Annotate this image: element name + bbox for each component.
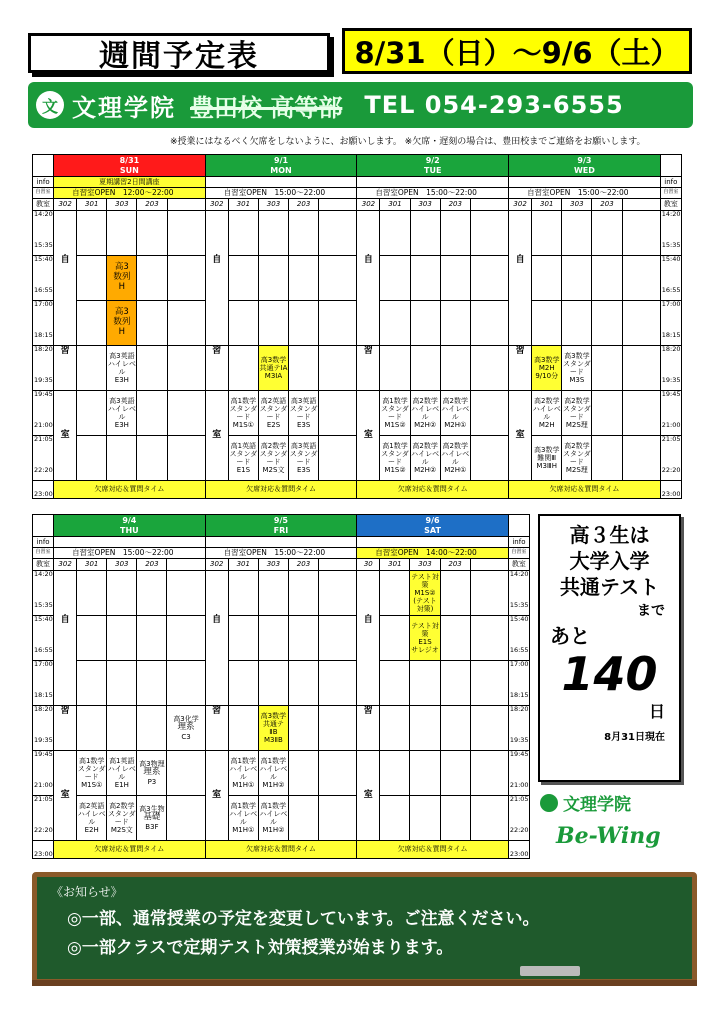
countdown-box: 高３生は 大学入学 共通テスト まで あと 140 日 8月31日現在 bbox=[538, 514, 681, 782]
school-banner bbox=[28, 82, 693, 128]
open-hours: 自習室OPEN 14:00～22:00 bbox=[357, 548, 509, 559]
day-header: 9/2 TUE bbox=[357, 155, 509, 177]
eraser-icon bbox=[520, 966, 580, 976]
lesson-cell: テスト対策 E1S サレジオ bbox=[410, 616, 440, 661]
lesson-cell: 高1数学 ハイレベル M1H① bbox=[228, 751, 258, 796]
lesson-cell: 高2英語 スタンダード E2S bbox=[258, 391, 288, 436]
lesson-cell: 高2数学 ハイレベル M2H① bbox=[440, 436, 470, 481]
open-hours: 自習室OPEN 15:00～22:00 bbox=[509, 188, 661, 199]
lesson-cell: 高2数学 スタンダード M2S理 bbox=[562, 436, 592, 481]
day-header: 9/1 MON bbox=[205, 155, 357, 177]
lesson-cell: 高2数学 ハイレベル M2H① bbox=[440, 391, 470, 436]
qa-time: 欠席対応＆質問タイム bbox=[54, 481, 206, 499]
qa-time: 欠席対応＆質問タイム bbox=[54, 841, 206, 859]
days-remaining: 140 bbox=[561, 647, 658, 701]
date-range: 8/31（日）～9/6（土） bbox=[342, 28, 692, 74]
board-ledge bbox=[32, 980, 697, 986]
schedule-week2: 9/4 THU 9/5 FRI 9/6 SAT info info 自習室 自習室OPEN 15:00～22:00 自習室OPEN 15:00～22:00 自習室OPEN 14:00～22:00 自習室 教室 302 301 303 203 302 301 303 203 30 301 303 203 教室 14:20 15:35 自 自 自 テスト対策 M1S② (テスト対策) 14:20 15:35 15:40 16:55 テスト対策 E1S サレジオ 15:40 16:55 17:00 18:15 17:00 18:15 18:20 19:35 習 高3化学 理系 C3 習 高3数学 共通テⅡB M3ⅡB 習 18:20 19:35 19:45 21:00 室 高1数学 スタンダード M1S① 高1英語 ハイレベル E1H 高3物理 理系 P3 室 高1数学 ハイレベル M1H① 高1数学 ハイレベル M1H② 室 19:45 21:00 21:05 22:20 高2英語 ハイレベル E2H 高2数学 スタンダード M2S文 高3生物 基礎 B3F 高1数学 ハイレベル M1H① 高1数学 ハイレベル M1H② 21:05 22:20 23:00 欠席対応＆質問タイム 欠席対応＆質問タイム 欠席対応＆質問タイム 23:00 bbox=[34, 516, 529, 858]
open-hours: 自習室OPEN 15:00～22:00 bbox=[205, 548, 357, 559]
page-title: 週間予定表 bbox=[28, 33, 330, 73]
qa-time: 欠席対応＆質問タイム bbox=[509, 481, 661, 499]
lesson-cell: 高2英語 ハイレベル E2H bbox=[77, 796, 107, 841]
lesson-cell: 高1数学 スタンダード M1S① bbox=[77, 751, 107, 796]
lesson-cell: テスト対策 M1S② (テスト対策) bbox=[410, 571, 440, 616]
lesson-cell: 高3 数列 H bbox=[107, 301, 137, 346]
open-hours: 自習室OPEN 15:00～22:00 bbox=[205, 188, 357, 199]
lesson-cell: 高3数学 難関Ⅲ M3ⅢH bbox=[532, 436, 562, 481]
lesson-cell: 高2数学 ハイレベル M2H bbox=[532, 391, 562, 436]
lesson-cell: 高1英語 スタンダード E1S bbox=[228, 436, 258, 481]
lesson-cell: 高3英語 ハイレベル E3H bbox=[107, 346, 137, 391]
lesson-cell: 高3 数列 H bbox=[107, 256, 137, 301]
lesson-cell: 高3数学 共通テIA M3ⅠA bbox=[258, 346, 288, 391]
open-hours: 自習室OPEN 12:00～22:00 bbox=[54, 188, 206, 199]
day-header: 8/31 SUN bbox=[54, 155, 206, 177]
day-header: 9/5 FRI bbox=[205, 515, 357, 537]
qa-time: 欠席対応＆質問タイム bbox=[357, 841, 509, 859]
qa-time: 欠席対応＆質問タイム bbox=[205, 481, 357, 499]
lesson-cell: 高1数学 スタンダード M1S② bbox=[380, 436, 410, 481]
lesson-cell: 高1数学 ハイレベル M1H② bbox=[258, 751, 288, 796]
lesson-cell: 高3数学 スタンダード M3S bbox=[562, 346, 592, 391]
lesson-cell: 高3英語 ハイレベル E3H bbox=[107, 391, 137, 436]
lesson-cell: 高3数学 M2H 9/10分 bbox=[532, 346, 562, 391]
lesson-cell: 高2数学 ハイレベル M2H② bbox=[410, 391, 440, 436]
qa-time: 欠席対応＆質問タイム bbox=[205, 841, 357, 859]
lesson-cell: 高3物理 理系 P3 bbox=[137, 751, 167, 796]
qa-time: 欠席対応＆質問タイム bbox=[357, 481, 509, 499]
lesson-cell: 高3英語 スタンダード E3S bbox=[289, 391, 319, 436]
branch-name: 豊田校 高等部 bbox=[190, 93, 343, 122]
brand-name: Be-Wing bbox=[556, 823, 661, 849]
lesson-cell: 高2数学 スタンダード M2S文 bbox=[258, 436, 288, 481]
lesson-cell: 高1数学 ハイレベル M1H② bbox=[258, 796, 288, 841]
open-hours: 自習室OPEN 15:00～22:00 bbox=[357, 188, 509, 199]
lesson-cell: 高2数学 スタンダード M2S文 bbox=[107, 796, 137, 841]
day-header: 9/3 WED bbox=[509, 155, 661, 177]
lesson-cell: 高1数学 スタンダード M1S② bbox=[380, 391, 410, 436]
lesson-cell: 高3数学 共通テⅡB M3ⅡB bbox=[258, 706, 288, 751]
open-hours: 自習室OPEN 15:00～22:00 bbox=[54, 548, 206, 559]
day-header: 9/6 SAT bbox=[357, 515, 509, 537]
schedule-week1: 8/31 SUN 9/1 MON 9/2 TUE 9/3 WED info 夏期講習2日間講座 info 自習室 自習室OPEN 12:00～22:00 自習室OPEN 15:00～22:00 自習室OPEN 15:00～22:00 自習室OPEN 15:00～22:00 自習室 教室 302 301 303 203 302 301 303 203 302 301 303 203 302 301 303 203 教室 14:20 15:35 自 自 自 自 14:20 15:35 15:40 16:55 高3 数列 H 15:40 16:55 17:00 18:15 高3 数列 H 17:00 18:15 18:20 19:35 習 高3英語 ハイレベル E3H 習 高3数学 共通テIA M3ⅠA 習 習 高3数学 M2H 9/10分 高3数学 スタンダード M3S 18:20 19:35 19:45 21:00 室 高3英語 ハイレベル E3H 室 高1数学 スタンダード M1S① 高2英語 スタンダード E2S 高3英語 スタンダード E3S 室 高1数学 スタンダード M1S② 高2数学 ハイレベル M2H② 高2数学 ハイレベル M2H① 室 高2数学 ハイレベル M2H 高2数学 スタンダード M2S理 19:45 21:00 21:05 22:20 高1英語 スタンダード E1S 高2数学 スタンダード M2S文 高3英語 スタンダード E3S 高1数学 スタンダード M1S② 高2数学 ハイレベル M2H② 高2数学 ハイレベル M2H① 高3数学 難関Ⅲ M3ⅢH 高2数学 スタンダード M2S理 21:05 22:20 23:00 欠席対応＆質問タイム 欠席対応＆質問タイム 欠席対応＆質問タイム 欠席対応＆質問タイム 23:00 bbox=[34, 156, 681, 498]
footer-logo: 文理学院 Be-Wing bbox=[540, 790, 680, 849]
school-logo-icon bbox=[540, 794, 558, 812]
announcement-board: 《お知らせ》 ◎一部、通常授業の予定を変更しています。ご注意ください。 ◎一部クラスで定期テスト対策授業が始まります。 bbox=[32, 872, 697, 984]
event-banner: 夏期講習2日間講座 bbox=[54, 177, 206, 188]
phone-number: TEL 054-293-6555 bbox=[364, 91, 624, 119]
lesson-cell: 高2数学 ハイレベル M2H② bbox=[410, 436, 440, 481]
lesson-cell: 高3英語 スタンダード E3S bbox=[289, 436, 319, 481]
school-name: 文理学院 bbox=[72, 93, 176, 122]
lesson-cell: 高1英語 ハイレベル E1H bbox=[107, 751, 137, 796]
lesson-cell: 高2数学 スタンダード M2S理 bbox=[562, 391, 592, 436]
lesson-cell: 高3生物 基礎 B3F bbox=[137, 796, 167, 841]
attendance-notice: ※授業にはなるべく欠席をしないように、お願いします。 ※欠席・遅刻の場合は、豊田校までご連絡をお願いします。 bbox=[170, 137, 646, 147]
lesson-cell: 高3化学 理系 C3 bbox=[167, 706, 205, 751]
school-logo-icon: 文 bbox=[36, 91, 64, 119]
lesson-cell: 高1数学 スタンダード M1S① bbox=[228, 391, 258, 436]
lesson-cell: 高1数学 ハイレベル M1H① bbox=[228, 796, 258, 841]
day-header: 9/4 THU bbox=[54, 515, 206, 537]
